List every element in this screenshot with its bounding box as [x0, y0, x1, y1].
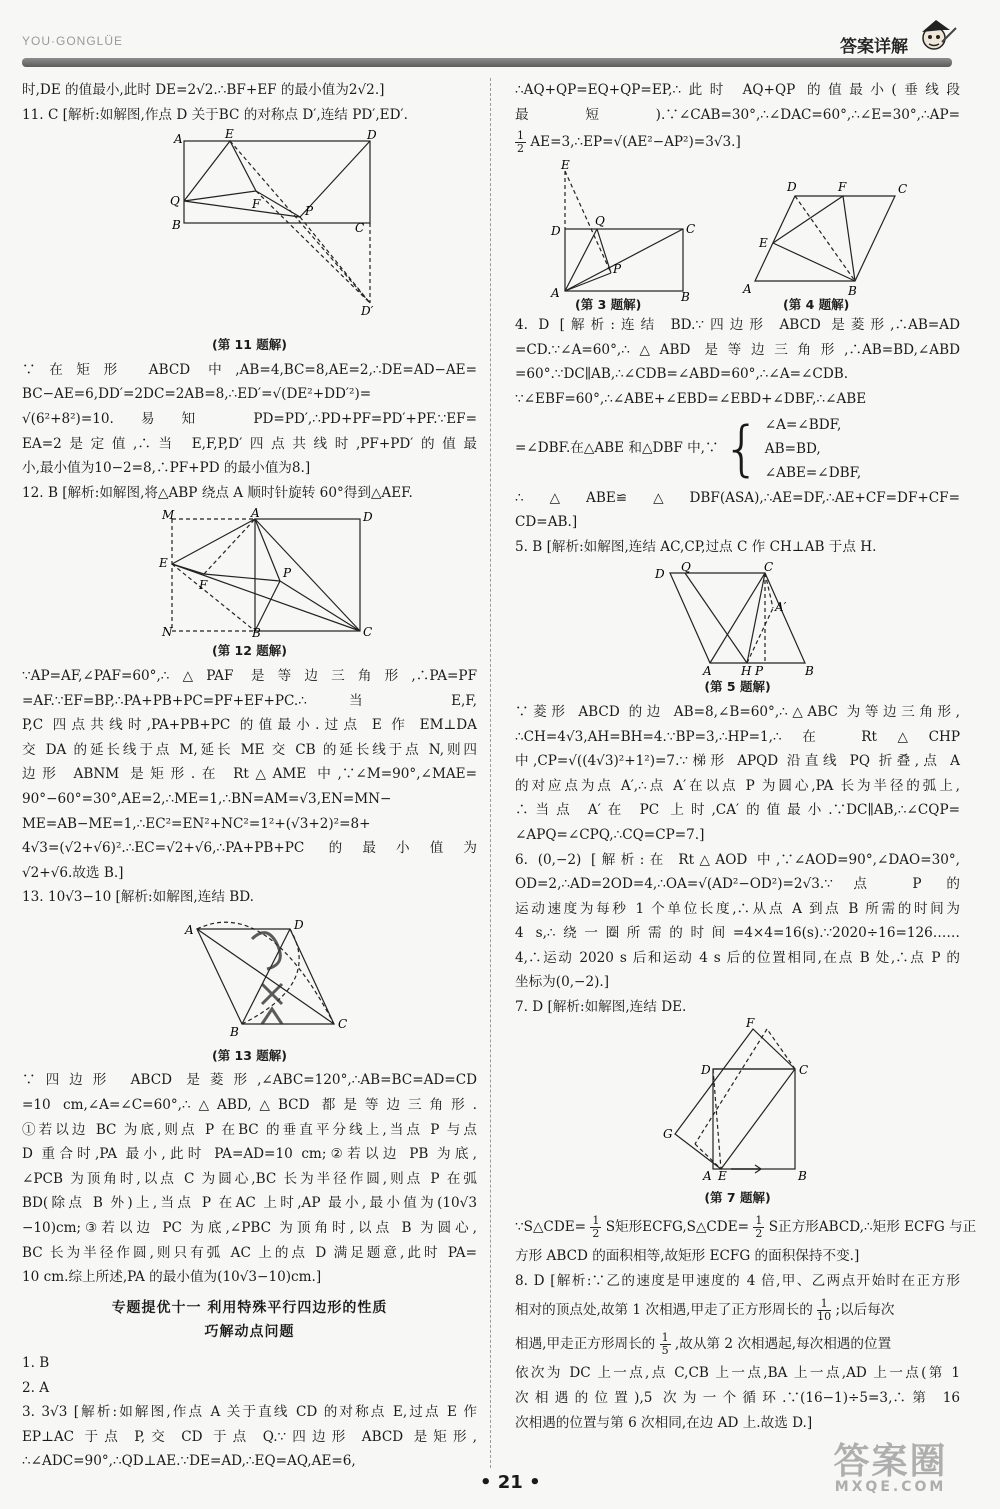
left-column	[22, 78, 477, 1474]
figure-4-caption: (第 4 题解)	[783, 297, 850, 313]
text-line: ∴△ABE≌△DBF(ASA),∴AE=DF,∴AE+CF=DF+CF=	[515, 489, 960, 506]
svg-text:P: P	[305, 204, 314, 219]
svg-text:E: E	[759, 236, 768, 251]
text-span: =∠DBF.在△ABE 和△DBF 中,∵	[515, 440, 719, 457]
svg-text:C: C	[898, 182, 908, 197]
text-line: 中,CP=√((4√3)²+1²)=7.∵梯形 APQD 沿直线 PQ 折叠,点 A	[515, 753, 960, 770]
text-span: 相对的顶点处,故第 1 次相遇,甲走了正方形周长的	[515, 1302, 813, 1319]
svg-text:D: D	[363, 510, 373, 525]
text-line: ∴当点 A′在 PC 上时,CA′的值最小.∵DC∥AB,∴∠CQP=	[515, 802, 960, 819]
svg-text:D: D	[367, 128, 377, 143]
text-line: 次相遇的位置),5 次为一个循环.∵(16−1)÷5=3,∴第 16	[515, 1390, 960, 1407]
text-line: 边形 ABNM 是矩形.在 Rt△AME 中,∵∠M=90°,∠MAE=	[22, 766, 477, 783]
answer-8: 8. D [解析:∵乙的速度是甲速度的 4 倍,甲、乙两点开始时在正方形	[515, 1272, 960, 1289]
text-line: 依次为 DC 上一点,点 C,CB 上一点,BA 上一点,AD 上一点(第 1	[515, 1365, 960, 1382]
answer-6: 6. (0,−2) [解析:在 Rt△AOD 中,∵∠AOD=90°,∠DAO=30°,	[515, 851, 960, 868]
text-line: 4,∴运动 2020 s 后和运动 4 s 后的位置相同,在点 B 处,∴点 P 的	[515, 949, 960, 966]
watermark-logo: 答案圈	[833, 1441, 948, 1482]
svg-text:C: C	[686, 222, 696, 237]
answer-4: 4. D [解析:连结 BD.∵四边形 ABCD 是菱形,∴AB=AD	[515, 317, 960, 334]
figure-11-caption: (第 11 题解)	[211, 337, 288, 353]
svg-text:B: B	[230, 1024, 239, 1039]
figure-13-caption: (第 13 题解)	[211, 1047, 288, 1063]
brace-system	[515, 412, 960, 486]
svg-text:A: A	[551, 286, 560, 301]
text-line: 的对应点为点 A′,∴点 A′在以点 P 为圆心,PA 长为半径的弧上,	[515, 777, 960, 794]
fraction: $\frac{1}{10}$	[817, 1297, 832, 1324]
svg-text:B: B	[172, 218, 181, 233]
text-line: ∵在矩形 ABCD 中,AB=4,BC=8,AE=2,∴DE=AD−AE=	[22, 361, 477, 378]
svg-text:C: C	[799, 1062, 809, 1077]
svg-text:C: C	[338, 1016, 348, 1031]
text-line: 次相遇的位置与第 6 次相同,在边 AD 上.故选 D.]	[515, 1414, 813, 1431]
text-line: ∴∠ADC=90°,∴QD⊥AE.∵DE=AD,∴EQ=AQ,AE=6,	[22, 1453, 356, 1470]
figure-12	[22, 506, 477, 641]
figure-11-diagram	[22, 127, 477, 331]
svg-text:F: F	[252, 197, 261, 212]
brace-symbol: {	[722, 413, 761, 484]
figures-3-4-diagram	[515, 158, 960, 311]
figure-7	[515, 1015, 960, 1184]
svg-text:E: E	[225, 127, 234, 142]
mascot-icon	[912, 16, 960, 60]
svg-text:D: D	[551, 224, 561, 239]
svg-text:A: A	[174, 132, 183, 147]
text-line: ①若以边 BC 为底,则点 P 在BC 的垂直平分线上,当点 P 与点	[22, 1121, 477, 1138]
text-line: =AF.∵EF=BP,∴PA+PB+PC=PF+EF+PC.∴当 E,F,	[22, 692, 477, 709]
text-line: 坐标为(0,−2).]	[515, 974, 610, 991]
svg-text:A: A	[251, 506, 260, 521]
text-line	[515, 1210, 977, 1244]
text-line: =60°.∵DC∥AB,∴∠CDB=∠ABD=60°,∴∠A=∠CDB.	[515, 366, 849, 383]
text-line: 时,DE 的值最小,此时 DE=2√2.∴BF+EF 的最小值为2√2.]	[22, 82, 385, 98]
answer-2: 2. A	[22, 1379, 50, 1396]
answer-5: 5. B [解析:如解图,连结 AC,CP,过点 C 作 CH⊥AB 于点 H.	[515, 538, 877, 555]
text-span: ∵S△CDE=	[515, 1219, 587, 1236]
svg-text:A: A	[703, 1168, 712, 1183]
svg-text:C: C	[363, 625, 373, 640]
svg-text:P: P	[283, 566, 292, 581]
text-line: 4 s,∴绕一圈所需的时间=4×4=16(s).∵2020÷16=126……	[515, 925, 960, 942]
text-line: CD=AB.]	[515, 514, 578, 531]
text-line: ∠APQ=∠CPQ,∴CQ=CP=7.]	[515, 826, 705, 843]
svg-text:G: G	[663, 1126, 673, 1141]
text-line: 方形 ABCD 的面积相等,故矩形 ECFG 的面积保持不变.]	[515, 1248, 860, 1265]
svg-text:B: B	[681, 290, 690, 305]
text-line: √2+√6.故选 B.]	[22, 864, 124, 881]
text-line: 90°−60°=30°,AE=2,∴ME=1,∴BN=AM=√3,EN=MN−	[22, 790, 392, 807]
svg-text:P: P	[613, 262, 622, 277]
header-title: 答案详解	[840, 37, 908, 57]
svg-text:D: D	[655, 567, 665, 582]
fraction: $\frac{1}{2}$	[592, 1214, 600, 1241]
text-line: P,C 四点共线时,PA+PB+PC 的值最小.过点 E 作 EM⊥DA	[22, 717, 477, 734]
text-line: BC−AE=6,DD′=2DC=2AB=8,∴ED′=√(DE²+DD′²)=	[22, 386, 372, 403]
svg-text:F: F	[746, 1015, 755, 1030]
svg-text:D′: D′	[361, 304, 374, 319]
right-column	[515, 78, 977, 1435]
figure-12-diagram	[22, 506, 477, 641]
text-span: ,故从第 2 次相遇起,每次相遇的位置	[674, 1336, 892, 1353]
text-span: 相遇,甲走正方形周长的	[515, 1336, 656, 1353]
svg-text:C: C	[764, 560, 774, 575]
figure-7-caption: (第 7 题解)	[704, 1189, 771, 1205]
text-line	[515, 127, 960, 157]
text-line: D 重合时,PA 最小,此时 PA=AD=10 cm;②若以边 PB 为底,	[22, 1146, 477, 1163]
text-line: ∵AP=AF,∠PAF=60°,∴△PAF 是等边三角形,∴PA=PF	[22, 667, 477, 684]
svg-text:H: H	[741, 664, 752, 679]
svg-text:B: B	[252, 626, 261, 641]
text-line: 10 cm.综上所述,PA 的最小值为(10√3−10)cm.]	[22, 1269, 322, 1286]
svg-text:P: P	[755, 664, 764, 679]
svg-text:M: M	[162, 508, 175, 523]
text-line: ∠PCB 为顶角时,以点 C 为圆心,BC 长为半径作圆,则点 P 在弧	[22, 1170, 477, 1187]
brace-item: ∠A=∠BDF,	[764, 416, 842, 433]
answer-7: 7. D [解析:如解图,连结 DE.	[515, 999, 687, 1016]
text-line: ∵菱形 ABCD 的边 AB=8,∠B=60°,∴△ABC 为等边三角形,	[515, 703, 960, 720]
brace-item: AB=BD,	[764, 440, 821, 457]
column-divider	[490, 78, 491, 1468]
section-subtitle: 巧解动点问题	[204, 1324, 295, 1341]
svg-text:E: E	[159, 556, 168, 571]
text-line: −10)cm;③若以边 PC 为底,∠PBC 为顶角时,以点 B 为圆心,	[22, 1220, 477, 1237]
text-line: 最短).∵∠CAB=30°,∴∠DAC=60°,∴∠E=30°,∴AP=	[515, 106, 960, 123]
text-line: EP⊥AC 于点 P,交 CD 于点 Q.∵四边形 ABCD 是矩形,	[22, 1428, 477, 1445]
svg-text:B: B	[848, 284, 857, 299]
figure-5	[515, 560, 960, 679]
text-line: BD(除点 B 外)上,当点 P 在AC 上时,AP 最小,最小值为(10√3	[22, 1195, 477, 1212]
figure-5-diagram	[515, 560, 960, 679]
watermark-url: MXQE.COM	[834, 1479, 947, 1495]
svg-text:Q: Q	[681, 560, 691, 575]
text-span: S正方形ABCD,∴矩形 ECFG 与正	[768, 1219, 977, 1236]
svg-text:Q: Q	[595, 214, 605, 229]
brace-item: ∠ABE=∠DBF,	[764, 464, 862, 481]
answer-13: 13. 10√3−10 [解析:如解图,连结 BD.	[22, 889, 254, 906]
svg-text:B: B	[805, 664, 814, 679]
svg-text:D: D	[294, 917, 304, 932]
fraction: $\frac{1}{5}$	[661, 1331, 669, 1358]
brace-list	[765, 413, 861, 485]
answer-3: 3. 3√3 [解析:如解图,作点 A 关于直线 CD 的对称点 E,过点 E 作	[22, 1404, 477, 1421]
svg-text:F: F	[199, 578, 208, 593]
text-line: BC 长为半径作圆,则只有弧 AC 上的点 D 满足题意,此时 PA=	[22, 1244, 477, 1261]
text-line: ∵∠EBF=60°,∴∠ABE+∠EBD=∠EBD+∠DBF,∴∠ABE	[515, 390, 867, 407]
svg-text:A: A	[703, 664, 712, 679]
text-line: 运动速度为每秒 1 个单位长度,∴从点 A 到点 B 所需的时间为	[515, 900, 960, 917]
answer-1: 1. B	[22, 1355, 50, 1371]
svg-text:C: C	[355, 221, 365, 236]
svg-text:D: D	[787, 180, 797, 195]
text-line: 小,最小值为10−2=8,∴PF+PD 的最小值为8.]	[22, 460, 311, 477]
text-line	[515, 1293, 960, 1327]
svg-text:E: E	[718, 1168, 727, 1183]
fraction: $\frac{1}{2}$	[517, 129, 524, 156]
text-line: ∴AQ+QP=EQ+QP=EP,∴此时 AQ+QP 的值最小(垂线段	[515, 82, 960, 98]
svg-text:N: N	[162, 625, 173, 640]
answer-12: 12. B [解析:如解图,将△ABP 绕点 A 顺时针旋转 60°得到△AEF.	[22, 484, 413, 501]
text-span: S矩形ECFG,S△CDE=	[605, 1219, 750, 1236]
figure-3-caption: (第 3 题解)	[575, 297, 642, 313]
svg-text:A: A	[185, 922, 194, 937]
header-brand: YOU·GONGLÜE	[22, 34, 124, 48]
header-bar	[22, 58, 952, 67]
text-line: ∴CH=4√3,AH=BH=4.∵BP=3,∴HP=1,∴在 Rt△CHP	[515, 728, 960, 745]
figure-5-caption: (第 5 题解)	[704, 679, 771, 695]
text-line: OD=2,∴AD=2OD=4,∴OA=√(AD²−OD²)=2√3.∵点 P 的	[515, 876, 960, 893]
fraction: $\frac{1}{2}$	[755, 1214, 763, 1241]
figure-13-diagram	[22, 914, 477, 1042]
section-title: 专题提优十一 利用特殊平行四边形的性质	[111, 1299, 388, 1316]
text-line: ME=AB−ME=1,∴EC²=EN²+NC²=1²+(√3+2)²=8+	[22, 815, 371, 832]
figures-3-4	[515, 158, 960, 313]
text-line: 4√3=(√2+√6)².∴EC=√2+√6,∴PA+PB+PC 的最小值为	[22, 840, 477, 857]
text-line: √(6²+8²)=10.易知 PD=PD′,∴PD+PF=PD′+PF.∵EF=	[22, 410, 477, 427]
svg-text:D: D	[701, 1062, 711, 1077]
text-line: EA=2是定值,∴当 E,F,P,D′四点共线时,PF+PD′的值最	[22, 435, 477, 452]
answer-11: 11. C [解析:如解图,作点 D 关于BC 的对称点 D′,连结 PD′,ED′.	[22, 106, 408, 123]
page-number: • 21 •	[480, 1472, 541, 1493]
svg-text:E: E	[561, 158, 570, 173]
text-line	[515, 1327, 960, 1361]
svg-text:A′: A′	[775, 600, 787, 615]
figure-12-caption: (第 12 题解)	[211, 643, 288, 659]
figure-11	[22, 127, 477, 331]
text-span: ;以后每次	[835, 1302, 895, 1319]
figure-13	[22, 914, 477, 1042]
svg-text:Q: Q	[170, 194, 180, 209]
text-line: ∵四边形 ABCD 是菱形,∠ABC=120°,∴AB=BC=AD=CD	[22, 1072, 477, 1089]
svg-text:F: F	[838, 180, 847, 195]
text-line: =CD.∵∠A=60°,∴△ABD 是等边三角形,∴AB=BD,∠ABD	[515, 341, 960, 358]
text-line: =10 cm,∠A=∠C=60°,∴△ABD,△BCD 都是等边三角形.	[22, 1097, 477, 1114]
text-span: AE=3,∴EP=√(AE²−AP²)=3√3.]	[530, 134, 741, 151]
svg-text:B: B	[798, 1168, 807, 1183]
svg-text:A: A	[743, 282, 752, 297]
figure-7-diagram	[515, 1015, 960, 1184]
text-line: 交 DA 的延长线于点 M,延长 ME 交 CB 的延长线于点 N,则四	[22, 741, 477, 758]
watermark	[803, 1441, 978, 1497]
